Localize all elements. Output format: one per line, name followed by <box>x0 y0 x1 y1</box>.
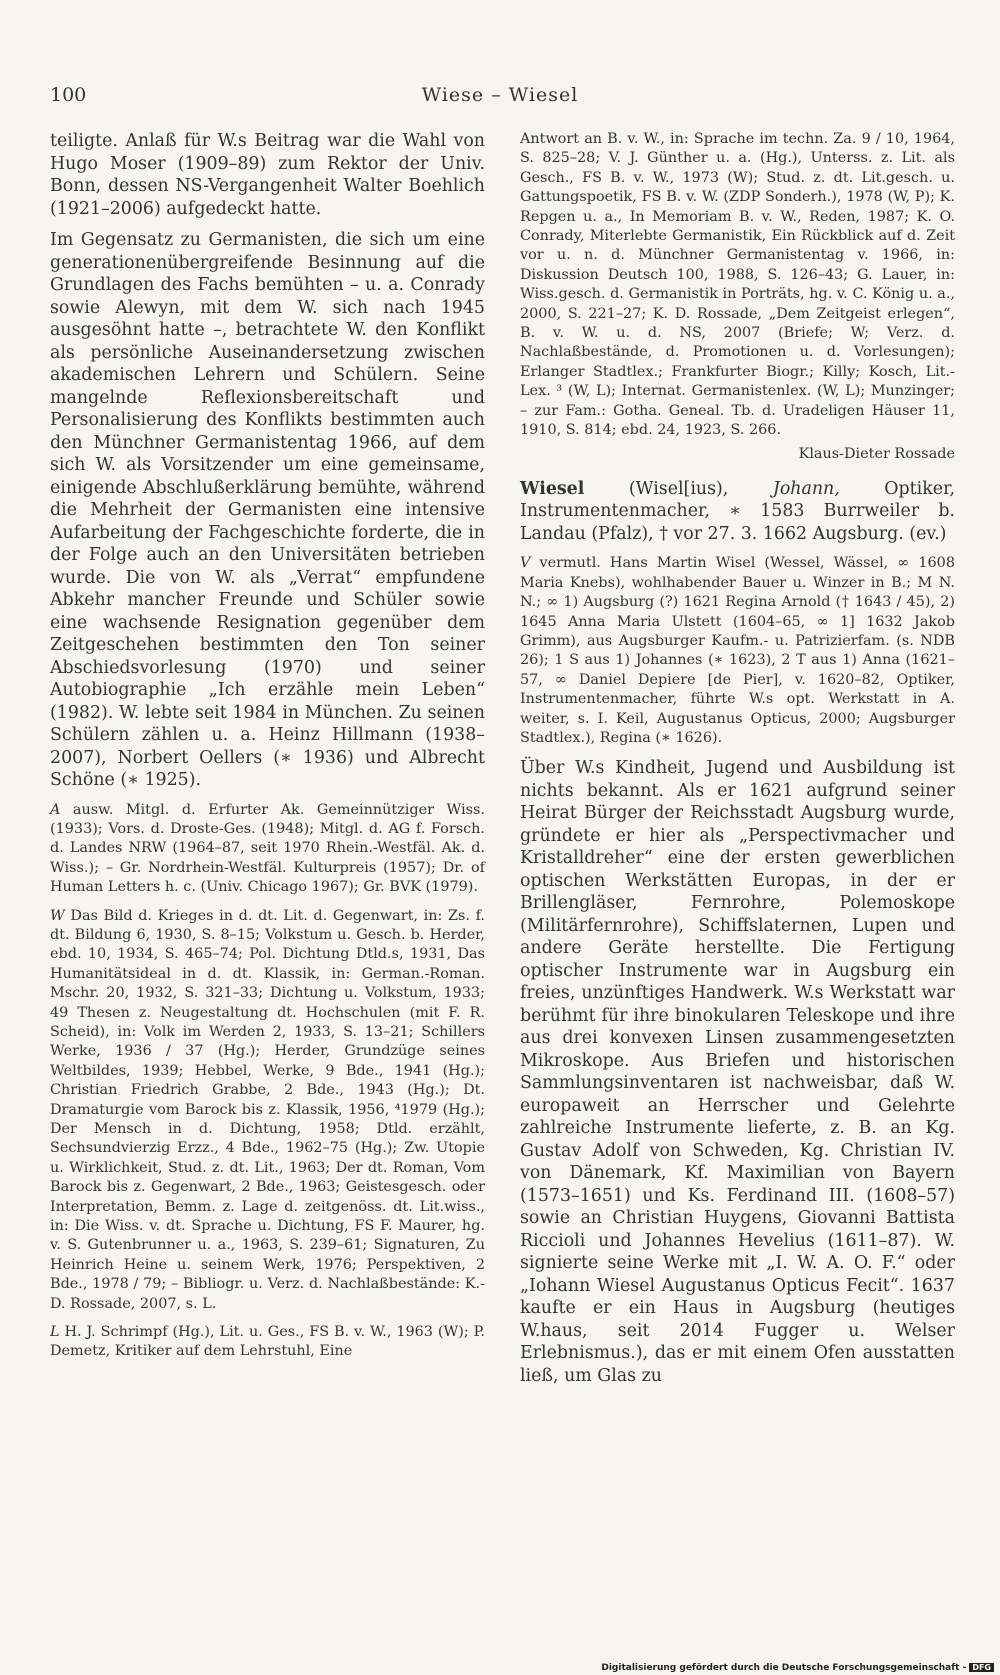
genealogy-section <box>520 554 955 748</box>
dfg-logo: DFG <box>969 1663 994 1672</box>
entry-heading <box>520 478 955 546</box>
entry-description: Optiker, Instrumentenmacher, ∗ 1583 Burrweiler b. Landau (Pfalz), † vor 27. 3. 1662 Augsburg. (ev.) <box>520 478 955 544</box>
paragraph: teiligte. Anlaß für W.s Beitrag war die Wahl von Hugo Moser (1909–89) zum Rektor der Univ. Bonn, dessen NS-Vergangenheit Walter Boehlich (1921–2006) aufgedeckt hatte. <box>50 131 485 219</box>
honors-section <box>50 801 485 898</box>
entry-name: Wiesel <box>520 478 585 499</box>
entry-given-name: Johann, <box>772 478 840 499</box>
section-label-a: A <box>50 801 61 818</box>
paragraph: Im Gegensatz zu Germanisten, die sich um eine generationenübergreifende Besinnung auf die Grundlagen des Fachs bemühten – u. a. Conrady sowie Alewyn, mit dem W. sich nach 1945 ausgesöhnt hatte –, betrachtete W. den Konflikt als persönliche Auseinandersetzung zwischen akademischen Lehrern und Schülern. Seine mangelnde Reflexionsbereitschaft und Personalisierung des Konflikts bestimmten auch den Münchner Germanistentag 1966, auf dem sich W. als Vorsitzender um eine gemeinsame, einigende Abschlußerklärung bemühte, während die Mehrheit der Germanisten eine intensive Aufarbeitung der Fachgeschichte forderte, die in der Folge auch an den Universitäten betrieben wurde. Die von W. als „Verrat“ empfundene Abkehr mancher Freunde und Schüler sowie eine wachsende Resignation gegenüber dem Zeitgeschehen bestimmten den Ton seiner Abschiedsvorlesung (1970) und seiner Autobiographie „Ich erzähle mein Leben“ (1982). W. lebte seit 1984 in München. Zu seinen Schülern zählen u. a. Heinz Hillmann (1938–2007), Norbert Oellers (∗ 1936) und Albrecht Schöne (∗ 1925). <box>50 230 485 790</box>
section-text: ausw. Mitgl. d. Erfurter Ak. Gemeinnütziger Wiss. (1933); Vors. d. Droste-Ges. (1948); Mitgl. d. AG f. Forsch. d. Landes NRW (1964–87, seit 1970 Rhein.-Westfäl. Ak. d. Wiss.); – Gr. Nordrhein-Westfäl. Kulturpreis (1957); Dr. of Human Letters h. c. (Univ. Chicago 1967); Gr. BVK (1979). <box>50 801 485 896</box>
footer-credit-text: Digitalisierung gefördert durch die Deutsche Forschungsgemeinschaft - <box>601 1663 967 1673</box>
literature-continued: Antwort an B. v. W., in: Sprache im techn. Za. 9 / 10, 1964, S. 825–28; V. J. Günther u. a. (Hg.), Unterss. z. Lit. als Gesch., FS B. v. W., 1973 (W); Stud. z. dt. Lit.gesch. u. Gattungspoetik, FS B. v. W. (ZDP Sonderh.), 1978 (W, P); K. Repgen u. a., In Memoriam B. v. W., Reden, 1987; K. O. Conrady, Miterlebte Germanistik, Ein Rückblick auf d. Zeit vor u. n. d. Münchner Germanistentag v. 1966, in: Diskussion Deutsch 100, 1988, S. 126–43; G. Lauer, in: Wiss.gesch. d. Germanistik in Porträts, hg. v. C. König u. a., 2000, S. 221–27; K. D. Rossade, „Dem Zeitgeist erlegen“, B. v. W. u. d. NS, 2007 (Briefe; W; Verz. d. Nachlaßbestände, d. Promotionen u. d. Vorlesungen); Erlanger Stadtlex.; Frankfurter Biogr.; Killy; Kosch, Lit.-Lex. ³ (W, L); Internat. Germanistenlex. (W, L); Munzinger; – zur Fam.: Gotha. Geneal. Tb. d. Uradeligen Häuser 11, 1910, S. 814; ebd. 24, 1923, S. 266. <box>520 131 955 439</box>
author-signature: Klaus-Dieter Rossade <box>798 445 955 462</box>
paragraph: Über W.s Kindheit, Jugend und Ausbildung ist nichts bekannt. Als er 1621 aufgrund seiner Heirat Bürger der Reichsstadt Augsburg wurde, gründete er hier als „Perspectivmacher und Kristalldreher“ eine der ersten gewerblichen optischen Werkstätten Europas, in der er Brillengläser, Fernrohre, Polemoskope (Militärfernrohre), Schiffslaternen, Lupen und andere Geräte herstellte. Die Fertigung optischer Instrumente war in Augsburg ein freies, unzünftiges Handwerk. W.s Werkstatt war berühmt für ihre binokularen Teleskope und ihre aus drei konvexen Linsen zusammengesetzten Mikroskope. Aus Briefen und historischen Sammlungsinventaren ist nachweisbar, daß W. europaweit an Herrscher und Gelehrte zahlreiche Instrumente lieferte, z. B. an Kg. Gustav Adolf von Schweden, Kg. Christian IV. von Dänemark, Kf. Maximilian von Bayern (1573–1651) und Ks. Ferdinand III. (1608–57) sowie an Christian Huygens, Giovanni Battista Riccioli und Johannes Hevelius (1611–87). W. signierte seine Werke mit „I. W. A. O. F.“ oder „Iohann Wiesel Augustanus Opticus Fecit“. 1637 kaufte er ein Haus in Augsburg (heutiges W.haus, seit 2014 Fugger u. Welser Erlebnismus.), das er mit einem Ofen ausstatten ließ, um Glas zu <box>520 758 955 1386</box>
literature-section <box>50 1323 485 1362</box>
section-text: H. J. Schrimpf (Hg.), Lit. u. Ges., FS B. v. W., 1963 (W); P. Demetz, Kritiker auf dem Lehrstuhl, Eine <box>50 1324 485 1360</box>
entry-variant: (Wisel[ius), <box>584 478 773 499</box>
section-label-v: V <box>520 555 531 572</box>
running-head: Wiese – Wiesel <box>421 84 579 106</box>
left-column <box>50 130 485 1362</box>
works-section <box>50 907 485 1315</box>
page-number: 100 <box>50 84 87 106</box>
section-label-w: W <box>50 907 65 924</box>
section-label-l: L <box>50 1324 60 1341</box>
footer-credit <box>601 1663 994 1673</box>
section-text: Das Bild d. Krieges in d. dt. Lit. d. Gegenwart, in: Zs. f. dt. Bildung 6, 1930, S. 8–15; Volkstum u. Gesch. b. Herder, ebd. 10, 1934, S. 465–74; Pol. Dichtung Dtld.s, 1931, Das Humanitätsideal in d. dt. Klassik, in: German.-Roman. Mschr. 20, 1932, S. 321–33; Dichtung u. Volkstum, 1933; 49 Thesen z. Neugestaltung dt. Hochschulen (mit F. R. Scheid), in: Volk im Werden 2, 1933, S. 13–21; Schillers Werke, 1936 / 37 (Hg.); Herder, Grundzüge seines Weltbildes, 1939; Hebbel, Werke, 9 Bde., 1941 (Hg.); Christian Friedrich Grabbe, 2 Bde., 1943 (Hg.); Dt. Dramaturgie vom Barock bis z. Klassik, 1956, ⁴1979 (Hg.); Der Mensch in d. Dichtung, 1958; Dtld. erzählt, Sechsundvierzig Erzz., 4 Bde., 1962–75 (Hg.); Zw. Utopie u. Wirklichkeit, Stud. z. dt. Lit., 1963; Der dt. Roman, Vom Barock bis z. Gegenwart, 2 Bde., 1963; Geistesgesch. oder Interpretation, Bemm. z. Lage d. zeitgenöss. dt. Lit.wiss., in: Die Wiss. v. dt. Sprache u. Dichtung, FS F. Maurer, hg. v. S. Gutenbrunner u. a., 1963, S. 239–61; Signaturen, Zu Heinrich Heine u. seinem Werk, 1976; Perspektiven, 2 Bde., 1978 / 79; – Bibliogr. u. Verz. d. Nachlaßbestände: K.-D. Rossade, 2007, s. L. <box>50 907 485 1312</box>
right-column <box>520 130 955 1387</box>
section-text: vermutl. Hans Martin Wisel (Wessel, Wässel, ∞ 1608 Maria Knebs), wohlhabender Bauer u. Winzer in B.; M N. N.; ∞ 1) Augsburg (?) 1621 Regina Arnold († 1643 / 45), 2) 1645 Anna Maria Ulstett (1604–65, ∞ 1] 1632 Jakob Grimm), aus Augsburger Kaufm.- u. Patrizierfam. (s. NDB 26); 1 S aus 1) Johannes (∗ 1623), 2 T aus 1) Anna (1621–57, ∞ Daniel Depiere [de Pier], v. 1620–82, Optiker, Instrumentenmacher, führte W.s opt. Werkstatt in A. weiter, s. I. Keil, Augustanus Opticus, 2000; Augsburger Stadtlex.), Regina (∗ 1626). <box>520 555 955 747</box>
